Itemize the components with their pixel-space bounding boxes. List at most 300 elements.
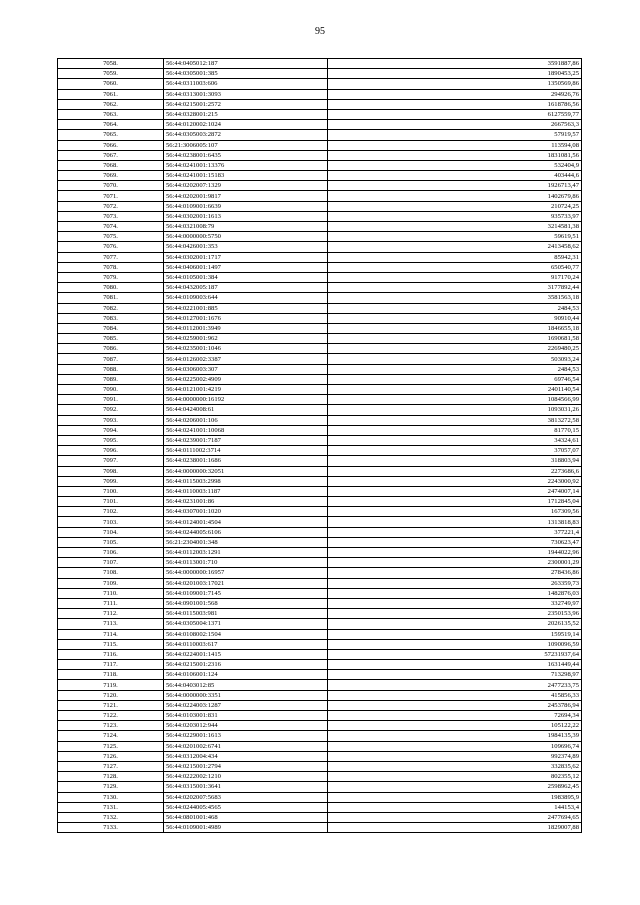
table-row <box>58 639 582 649</box>
table-row <box>58 629 582 639</box>
cadastral-value-cell: 167309,56 <box>328 507 582 517</box>
table-row <box>58 517 582 527</box>
table-row <box>58 89 582 99</box>
row-number-cell: 7096. <box>58 446 164 456</box>
table-row <box>58 222 582 232</box>
cadastral-value-cell: 3581563,18 <box>328 293 582 303</box>
cadastral-value-cell: 2026135,52 <box>328 619 582 629</box>
cadastral-value-cell: 2484,53 <box>328 364 582 374</box>
table-row <box>58 232 582 242</box>
cadastral-value-cell: 332835,62 <box>328 761 582 771</box>
row-number-cell: 7131. <box>58 802 164 812</box>
row-number-cell: 7109. <box>58 578 164 588</box>
cadastral-value-table <box>57 58 582 833</box>
row-number-cell: 7114. <box>58 629 164 639</box>
row-number-cell: 7103. <box>58 517 164 527</box>
row-number-cell: 7067. <box>58 150 164 160</box>
cadastral-value-cell: 59619,51 <box>328 232 582 242</box>
cadastral-value-cell: 730623,47 <box>328 537 582 547</box>
cadastral-value-cell: 992374,89 <box>328 751 582 761</box>
row-number-cell: 7060. <box>58 79 164 89</box>
cadastral-value-cell: 57231937,64 <box>328 649 582 659</box>
table-row <box>58 395 582 405</box>
table-row <box>58 272 582 282</box>
cadastral-number-cell: 56:44:0238001:6435 <box>164 150 328 160</box>
cadastral-number-cell: 56:44:0215001:2794 <box>164 761 328 771</box>
cadastral-number-cell: 56:44:0103001:831 <box>164 711 328 721</box>
table-body <box>58 59 582 833</box>
cadastral-value-cell: 332749,97 <box>328 598 582 608</box>
table-row <box>58 354 582 364</box>
cadastral-number-cell: 56:44:0203012:944 <box>164 721 328 731</box>
row-number-cell: 7132. <box>58 812 164 822</box>
cadastral-value-cell: 2477233,75 <box>328 680 582 690</box>
row-number-cell: 7117. <box>58 660 164 670</box>
row-number-cell: 7107. <box>58 558 164 568</box>
cadastral-value-cell: 2300001,29 <box>328 558 582 568</box>
table-row <box>58 191 582 201</box>
table-row <box>58 731 582 741</box>
table-row <box>58 252 582 262</box>
table-row <box>58 242 582 252</box>
table-row <box>58 150 582 160</box>
row-number-cell: 7110. <box>58 588 164 598</box>
table-row <box>58 486 582 496</box>
row-number-cell: 7082. <box>58 303 164 313</box>
row-number-cell: 7111. <box>58 598 164 608</box>
cadastral-number-cell: 56:44:0109001:6639 <box>164 201 328 211</box>
table-row <box>58 120 582 130</box>
table-row <box>58 649 582 659</box>
cadastral-number-cell: 56:44:0112003:1291 <box>164 548 328 558</box>
cadastral-number-cell: 56:44:0109001:7145 <box>164 588 328 598</box>
table-row <box>58 711 582 721</box>
table-row <box>58 680 582 690</box>
cadastral-value-cell: 210724,25 <box>328 201 582 211</box>
table-row <box>58 364 582 374</box>
cadastral-number-cell: 56:44:0202007:5683 <box>164 792 328 802</box>
cadastral-number-cell: 56:44:0315001:3641 <box>164 782 328 792</box>
table-row <box>58 303 582 313</box>
cadastral-number-cell: 56:44:0000000:32051 <box>164 466 328 476</box>
cadastral-number-cell: 56:44:0306003:307 <box>164 364 328 374</box>
cadastral-value-cell: 109696,74 <box>328 741 582 751</box>
cadastral-number-cell: 56:44:0201003:17021 <box>164 578 328 588</box>
cadastral-value-cell: 1482876,03 <box>328 588 582 598</box>
cadastral-value-cell: 113594,08 <box>328 140 582 150</box>
row-number-cell: 7064. <box>58 120 164 130</box>
cadastral-value-cell: 3177892,44 <box>328 283 582 293</box>
cadastral-number-cell: 56:44:0202001:9817 <box>164 191 328 201</box>
cadastral-number-cell: 56:44:0901001:568 <box>164 598 328 608</box>
cadastral-value-cell: 1631449,44 <box>328 660 582 670</box>
table-row <box>58 262 582 272</box>
row-number-cell: 7115. <box>58 639 164 649</box>
cadastral-value-cell: 403444,6 <box>328 171 582 181</box>
table-row <box>58 497 582 507</box>
cadastral-value-cell: 1618786,56 <box>328 99 582 109</box>
cadastral-number-cell: 56:44:0241001:10068 <box>164 425 328 435</box>
table-row <box>58 507 582 517</box>
row-number-cell: 7071. <box>58 191 164 201</box>
table-row <box>58 537 582 547</box>
cadastral-number-cell: 56:44:0302001:1613 <box>164 211 328 221</box>
row-number-cell: 7100. <box>58 486 164 496</box>
cadastral-value-cell: 85942,31 <box>328 252 582 262</box>
cadastral-value-cell: 3591887,86 <box>328 59 582 69</box>
row-number-cell: 7084. <box>58 323 164 333</box>
row-number-cell: 7093. <box>58 415 164 425</box>
row-number-cell: 7104. <box>58 527 164 537</box>
row-number-cell: 7127. <box>58 761 164 771</box>
cadastral-value-cell: 1984135,39 <box>328 731 582 741</box>
table-row <box>58 283 582 293</box>
cadastral-number-cell: 56:44:0405012:187 <box>164 59 328 69</box>
table-row <box>58 323 582 333</box>
cadastral-value-cell: 1829007,88 <box>328 823 582 833</box>
cadastral-value-cell: 2269480,25 <box>328 344 582 354</box>
row-number-cell: 7088. <box>58 364 164 374</box>
row-number-cell: 7129. <box>58 782 164 792</box>
cadastral-number-cell: 56:44:0112001:3949 <box>164 323 328 333</box>
row-number-cell: 7072. <box>58 201 164 211</box>
cadastral-number-cell: 56:44:0302001:1717 <box>164 252 328 262</box>
table-row <box>58 812 582 822</box>
cadastral-value-cell: 503093,24 <box>328 354 582 364</box>
row-number-cell: 7126. <box>58 751 164 761</box>
row-number-cell: 7062. <box>58 99 164 109</box>
cadastral-number-cell: 56:44:0235001:1046 <box>164 344 328 354</box>
row-number-cell: 7065. <box>58 130 164 140</box>
table-row <box>58 751 582 761</box>
cadastral-number-cell: 56:44:0231001:86 <box>164 497 328 507</box>
table-row <box>58 456 582 466</box>
table-row <box>58 201 582 211</box>
table-row <box>58 344 582 354</box>
row-number-cell: 7105. <box>58 537 164 547</box>
table-row <box>58 476 582 486</box>
row-number-cell: 7086. <box>58 344 164 354</box>
table-row <box>58 568 582 578</box>
row-number-cell: 7133. <box>58 823 164 833</box>
cadastral-number-cell: 56:44:0225002:4909 <box>164 374 328 384</box>
cadastral-value-cell: 1313818,83 <box>328 517 582 527</box>
cadastral-number-cell: 56:44:0432005:187 <box>164 283 328 293</box>
cadastral-value-cell: 2453786,94 <box>328 700 582 710</box>
cadastral-value-cell: 1090096,59 <box>328 639 582 649</box>
table-row <box>58 109 582 119</box>
row-number-cell: 7063. <box>58 109 164 119</box>
cadastral-number-cell: 56:44:0222002:1210 <box>164 772 328 782</box>
cadastral-number-cell: 56:44:0110003:1187 <box>164 486 328 496</box>
cadastral-number-cell: 56:44:0328001:215 <box>164 109 328 119</box>
table-row <box>58 79 582 89</box>
cadastral-value-cell: 159519,14 <box>328 629 582 639</box>
cadastral-number-cell: 56:44:0121001:4219 <box>164 385 328 395</box>
cadastral-value-cell: 1712845,04 <box>328 497 582 507</box>
cadastral-value-cell: 144153,4 <box>328 802 582 812</box>
row-number-cell: 7090. <box>58 385 164 395</box>
table-row <box>58 670 582 680</box>
row-number-cell: 7095. <box>58 435 164 445</box>
table-row <box>58 313 582 323</box>
cadastral-number-cell: 56:44:0215001:2572 <box>164 99 328 109</box>
cadastral-number-cell: 56:44:0224003:1287 <box>164 700 328 710</box>
cadastral-number-cell: 56:44:0126002:3387 <box>164 354 328 364</box>
row-number-cell: 7078. <box>58 262 164 272</box>
table-row <box>58 690 582 700</box>
cadastral-value-cell: 278436,86 <box>328 568 582 578</box>
row-number-cell: 7122. <box>58 711 164 721</box>
table-row <box>58 385 582 395</box>
table-row <box>58 609 582 619</box>
row-number-cell: 7123. <box>58 721 164 731</box>
table-row <box>58 130 582 140</box>
cadastral-value-cell: 90910,44 <box>328 313 582 323</box>
cadastral-number-cell: 56:44:0241001:15183 <box>164 171 328 181</box>
row-number-cell: 7121. <box>58 700 164 710</box>
cadastral-number-cell: 56:44:0113001:710 <box>164 558 328 568</box>
table-row <box>58 527 582 537</box>
table-row <box>58 211 582 221</box>
row-number-cell: 7113. <box>58 619 164 629</box>
cadastral-value-cell: 1983895,9 <box>328 792 582 802</box>
cadastral-number-cell: 56:44:0000000:16192 <box>164 395 328 405</box>
row-number-cell: 7130. <box>58 792 164 802</box>
cadastral-number-cell: 56:44:0115003:981 <box>164 609 328 619</box>
cadastral-number-cell: 56:44:0406001:1497 <box>164 262 328 272</box>
cadastral-number-cell: 56:44:0109003:644 <box>164 293 328 303</box>
row-number-cell: 7108. <box>58 568 164 578</box>
cadastral-number-cell: 56:44:0000000:5750 <box>164 232 328 242</box>
cadastral-number-cell: 56:44:0305001:385 <box>164 69 328 79</box>
cadastral-number-cell: 56:44:0120002:1024 <box>164 120 328 130</box>
table-row <box>58 334 582 344</box>
cadastral-number-cell: 56:44:0305004:1371 <box>164 619 328 629</box>
cadastral-number-cell: 56:44:0127001:1676 <box>164 313 328 323</box>
row-number-cell: 7098. <box>58 466 164 476</box>
cadastral-value-cell: 6127559,77 <box>328 109 582 119</box>
cadastral-value-cell: 81770,15 <box>328 425 582 435</box>
cadastral-number-cell: 56:44:0801001:468 <box>164 812 328 822</box>
table-row <box>58 578 582 588</box>
table-row <box>58 446 582 456</box>
cadastral-number-cell: 56:44:0321008:79 <box>164 222 328 232</box>
cadastral-number-cell: 56:44:0311003:606 <box>164 79 328 89</box>
cadastral-number-cell: 56:44:0313001:3093 <box>164 89 328 99</box>
row-number-cell: 7061. <box>58 89 164 99</box>
cadastral-value-cell: 34324,61 <box>328 435 582 445</box>
cadastral-value-cell: 1084566,99 <box>328 395 582 405</box>
cadastral-value-cell: 935733,97 <box>328 211 582 221</box>
table-row <box>58 802 582 812</box>
cadastral-number-cell: 56:44:0424008:61 <box>164 405 328 415</box>
page-number: 95 <box>315 26 325 37</box>
cadastral-number-cell: 56:44:0115003:2998 <box>164 476 328 486</box>
cadastral-number-cell: 56:44:0244005:6106 <box>164 527 328 537</box>
row-number-cell: 7069. <box>58 171 164 181</box>
row-number-cell: 7124. <box>58 731 164 741</box>
cadastral-value-cell: 532404,9 <box>328 160 582 170</box>
cadastral-value-cell: 2667563,3 <box>328 120 582 130</box>
row-number-cell: 7077. <box>58 252 164 262</box>
cadastral-number-cell: 56:44:0105001:384 <box>164 272 328 282</box>
cadastral-number-cell: 56:44:0124001:4504 <box>164 517 328 527</box>
table-row <box>58 700 582 710</box>
cadastral-value-cell: 2598962,45 <box>328 782 582 792</box>
cadastral-number-cell: 56:44:0259001:962 <box>164 334 328 344</box>
row-number-cell: 7079. <box>58 272 164 282</box>
cadastral-value-cell: 917170,24 <box>328 272 582 282</box>
row-number-cell: 7058. <box>58 59 164 69</box>
cadastral-value-cell: 1944022,96 <box>328 548 582 558</box>
row-number-cell: 7092. <box>58 405 164 415</box>
table-row <box>58 171 582 181</box>
row-number-cell: 7099. <box>58 476 164 486</box>
row-number-cell: 7059. <box>58 69 164 79</box>
cadastral-number-cell: 56:44:0202007:1329 <box>164 181 328 191</box>
cadastral-value-cell: 2474007,14 <box>328 486 582 496</box>
row-number-cell: 7097. <box>58 456 164 466</box>
cadastral-value-cell: 415856,33 <box>328 690 582 700</box>
row-number-cell: 7085. <box>58 334 164 344</box>
cadastral-value-cell: 3813272,58 <box>328 415 582 425</box>
table-row <box>58 59 582 69</box>
row-number-cell: 7076. <box>58 242 164 252</box>
table-row <box>58 772 582 782</box>
row-number-cell: 7102. <box>58 507 164 517</box>
cadastral-value-cell: 318803,94 <box>328 456 582 466</box>
cadastral-value-cell: 2484,53 <box>328 303 582 313</box>
row-number-cell: 7066. <box>58 140 164 150</box>
cadastral-value-cell: 69746,54 <box>328 374 582 384</box>
cadastral-number-cell: 56:44:0224001:1415 <box>164 649 328 659</box>
table-row <box>58 548 582 558</box>
row-number-cell: 7083. <box>58 313 164 323</box>
cadastral-value-cell: 105122,22 <box>328 721 582 731</box>
cadastral-value-cell: 72694,34 <box>328 711 582 721</box>
row-number-cell: 7068. <box>58 160 164 170</box>
cadastral-value-cell: 57919,57 <box>328 130 582 140</box>
cadastral-number-cell: 56:44:0305003:2872 <box>164 130 328 140</box>
row-number-cell: 7116. <box>58 649 164 659</box>
cadastral-number-cell: 56:44:0238001:1686 <box>164 456 328 466</box>
cadastral-value-cell: 2273686,6 <box>328 466 582 476</box>
table-row <box>58 792 582 802</box>
row-number-cell: 7106. <box>58 548 164 558</box>
table-row <box>58 181 582 191</box>
table-row <box>58 293 582 303</box>
cadastral-value-cell: 1350569,86 <box>328 79 582 89</box>
cadastral-number-cell: 56:44:0241001:13376 <box>164 160 328 170</box>
cadastral-number-cell: 56:44:0000000:16957 <box>164 568 328 578</box>
cadastral-value-cell: 2401140,54 <box>328 385 582 395</box>
cadastral-value-cell: 1926713,47 <box>328 181 582 191</box>
table-row <box>58 405 582 415</box>
table-row <box>58 435 582 445</box>
row-number-cell: 7118. <box>58 670 164 680</box>
table-row <box>58 415 582 425</box>
cadastral-number-cell: 56:44:0201002:6741 <box>164 741 328 751</box>
row-number-cell: 7119. <box>58 680 164 690</box>
cadastral-value-cell: 1831081,56 <box>328 150 582 160</box>
cadastral-number-cell: 56:44:0239001:7187 <box>164 435 328 445</box>
table-row <box>58 782 582 792</box>
cadastral-number-cell: 56:21:2304001:348 <box>164 537 328 547</box>
row-number-cell: 7125. <box>58 741 164 751</box>
cadastral-number-cell: 56:44:0244005:4565 <box>164 802 328 812</box>
cadastral-value-cell: 377221,4 <box>328 527 582 537</box>
cadastral-number-cell: 56:44:0000000:3351 <box>164 690 328 700</box>
cadastral-value-cell: 2350153,96 <box>328 609 582 619</box>
table-row <box>58 761 582 771</box>
row-number-cell: 7074. <box>58 222 164 232</box>
cadastral-number-cell: 56:44:0206001:106 <box>164 415 328 425</box>
row-number-cell: 7120. <box>58 690 164 700</box>
table-row <box>58 619 582 629</box>
table-row <box>58 374 582 384</box>
row-number-cell: 7091. <box>58 395 164 405</box>
cadastral-number-cell: 56:21:3006005:107 <box>164 140 328 150</box>
row-number-cell: 7094. <box>58 425 164 435</box>
cadastral-value-cell: 802355,12 <box>328 772 582 782</box>
cadastral-number-cell: 56:44:0221001:885 <box>164 303 328 313</box>
table-row <box>58 425 582 435</box>
cadastral-number-cell: 56:44:0403012:85 <box>164 680 328 690</box>
cadastral-value-cell: 1402679,86 <box>328 191 582 201</box>
cadastral-value-cell: 2477694,65 <box>328 812 582 822</box>
table-row <box>58 558 582 568</box>
cadastral-value-cell: 1890453,25 <box>328 69 582 79</box>
table-row <box>58 741 582 751</box>
cadastral-value-cell: 1846655,18 <box>328 323 582 333</box>
cadastral-number-cell: 56:44:0111002:3714 <box>164 446 328 456</box>
table-row <box>58 140 582 150</box>
row-number-cell: 7075. <box>58 232 164 242</box>
cadastral-value-cell: 263359,73 <box>328 578 582 588</box>
table-row <box>58 823 582 833</box>
cadastral-value-cell: 650540,77 <box>328 262 582 272</box>
cadastral-number-cell: 56:44:0312004:434 <box>164 751 328 761</box>
table-row <box>58 466 582 476</box>
row-number-cell: 7073. <box>58 211 164 221</box>
cadastral-number-cell: 56:44:0215001:2316 <box>164 660 328 670</box>
cadastral-number-cell: 56:44:0229001:1613 <box>164 731 328 741</box>
row-number-cell: 7128. <box>58 772 164 782</box>
cadastral-value-cell: 1093031,26 <box>328 405 582 415</box>
cadastral-value-cell: 1690681,58 <box>328 334 582 344</box>
row-number-cell: 7070. <box>58 181 164 191</box>
table-row <box>58 99 582 109</box>
cadastral-number-cell: 56:44:0307001:1020 <box>164 507 328 517</box>
table-row <box>58 598 582 608</box>
cadastral-value-cell: 37057,07 <box>328 446 582 456</box>
cadastral-number-cell: 56:44:0109001:4989 <box>164 823 328 833</box>
cadastral-value-cell: 2243000,92 <box>328 476 582 486</box>
cadastral-number-cell: 56:44:0426001:353 <box>164 242 328 252</box>
cadastral-value-cell: 294926,76 <box>328 89 582 99</box>
cadastral-value-cell: 3214581,38 <box>328 222 582 232</box>
row-number-cell: 7112. <box>58 609 164 619</box>
row-number-cell: 7101. <box>58 497 164 507</box>
cadastral-value-cell: 2413458,62 <box>328 242 582 252</box>
table-row <box>58 660 582 670</box>
cadastral-number-cell: 56:44:0110003:617 <box>164 639 328 649</box>
cadastral-number-cell: 56:44:0108002:1504 <box>164 629 328 639</box>
table-row <box>58 588 582 598</box>
table-row <box>58 160 582 170</box>
table-row <box>58 721 582 731</box>
